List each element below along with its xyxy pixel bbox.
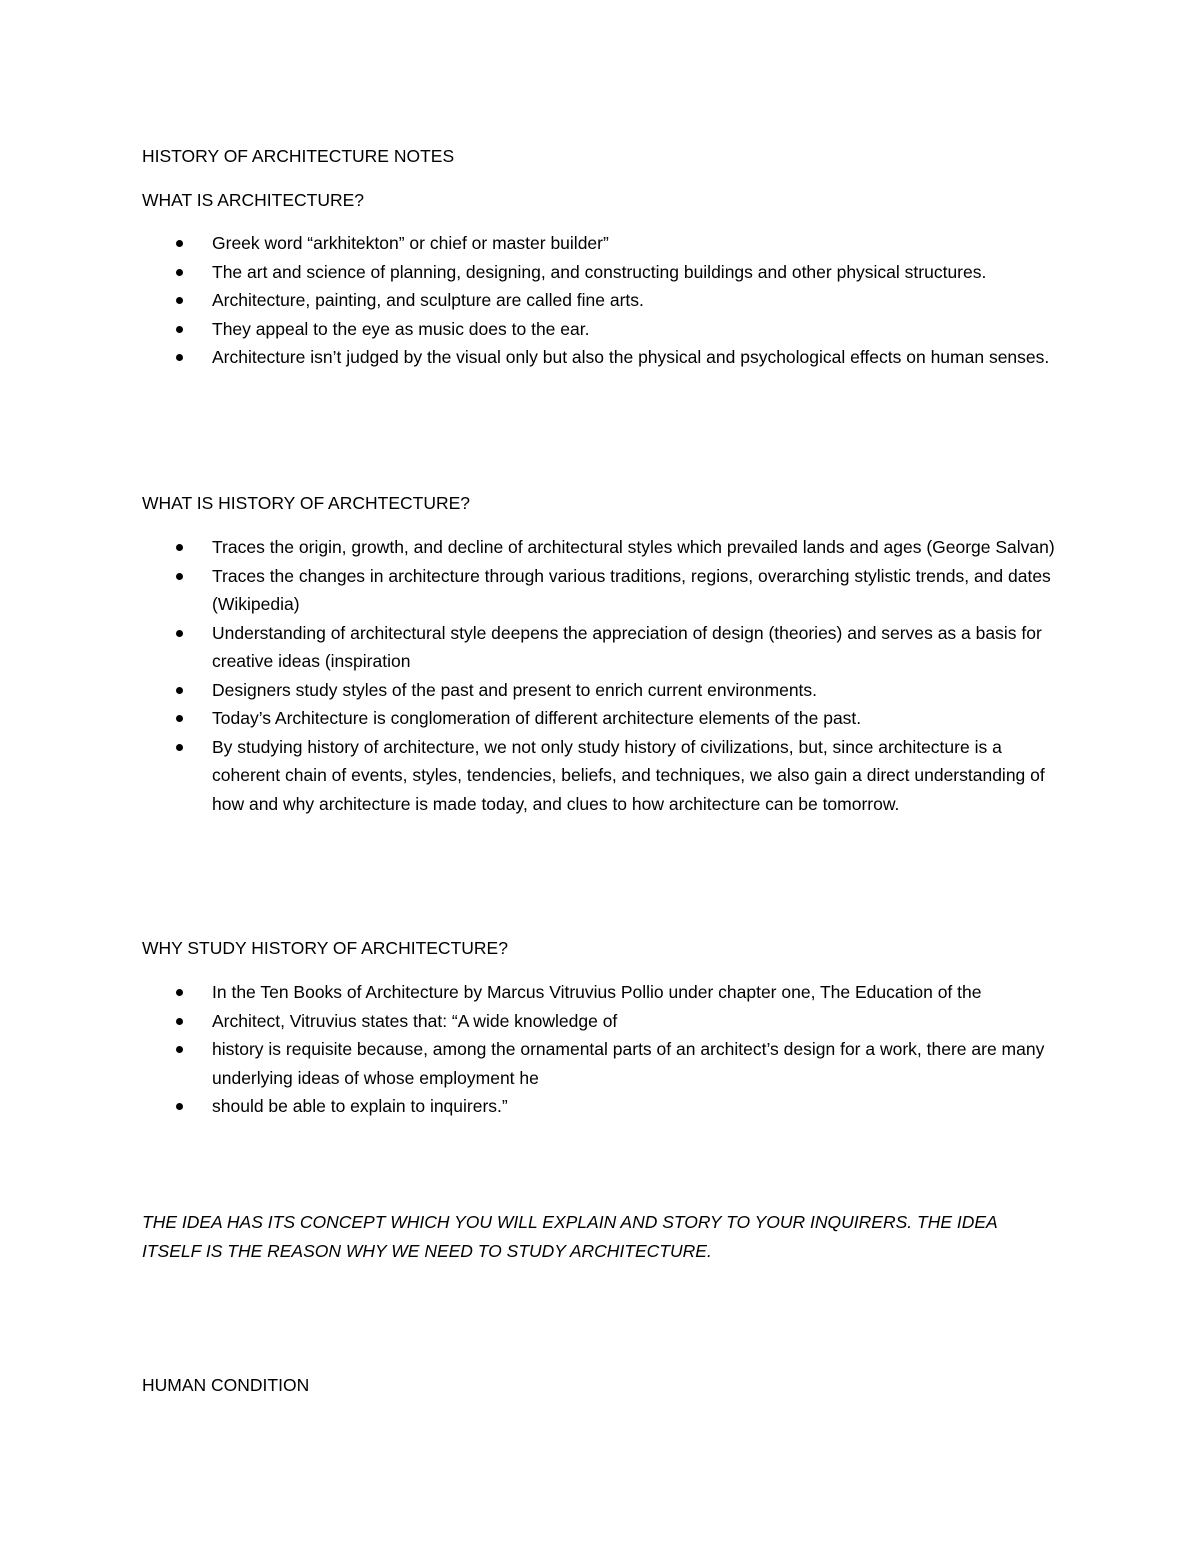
list-item: [142, 704, 1072, 733]
bullet-icon: [176, 1103, 183, 1110]
bullet-list-what-is-history: [142, 533, 1072, 818]
bullet-icon: [176, 715, 183, 722]
bullet-icon: [176, 544, 183, 551]
bullet-icon: [176, 240, 183, 247]
list-item-text: Architect, Vitruvius states that: “A wide knowledge of: [212, 1010, 618, 1031]
list-item-text: The art and science of planning, designing, and constructing buildings and other physical structures.: [212, 261, 987, 282]
bullet-icon: [176, 297, 183, 304]
bullet-icon: [176, 1046, 183, 1053]
section-heading-what-is-architecture: WHAT IS ARCHITECTURE?: [142, 190, 365, 210]
list-item: [142, 533, 1072, 562]
list-item-text: Greek word “arkhitekton” or chief or master builder”: [212, 233, 609, 253]
list-item: [142, 258, 1072, 287]
list-item: [142, 619, 1072, 676]
list-item-text: Today’s Architecture is conglomeration of different architecture elements of the past.: [212, 708, 862, 728]
bullet-icon: [176, 630, 183, 637]
list-item: [142, 978, 1072, 1007]
list-item-text: Traces the changes in architecture through various traditions, regions, overarching stylistic trends, and dates (Wikipedia): [212, 565, 1051, 614]
list-item: [142, 315, 1072, 344]
list-item-text: In the Ten Books of Architecture by Marcus Vitruvius Pollio under chapter one, The Education of the: [212, 982, 982, 1002]
bullet-list-what-is-architecture: [142, 229, 1072, 372]
list-item-text: Architecture, painting, and sculpture are called fine arts.: [212, 290, 644, 310]
list-item: [142, 1092, 1072, 1121]
list-item: [142, 286, 1072, 315]
section-heading-what-is-history: WHAT IS HISTORY OF ARCHTECTURE?: [142, 493, 471, 513]
list-item-text: Understanding of architectural style deepens the appreciation of design (theories) and serves as a basis for creative ideas (inspiration: [212, 622, 1042, 671]
bullet-list-why-study: [142, 978, 1072, 1121]
bullet-icon: [176, 326, 183, 333]
bullet-icon: [176, 354, 183, 361]
list-item: [142, 562, 1072, 619]
list-item-text: history is requisite because, among the ornamental parts of an architect’s design for a work, there are many underlying ideas of whose employment he: [212, 1039, 1045, 1088]
list-item-text: They appeal to the eye as music does to the ear.: [212, 318, 590, 339]
list-item: [142, 229, 1072, 258]
bullet-icon: [176, 744, 183, 751]
bullet-icon: [176, 269, 183, 276]
italic-note: THE IDEA HAS ITS CONCEPT WHICH YOU WILL EXPLAIN AND STORY TO YOUR INQUIRERS. THE IDEA ITSELF IS THE REASON WHY WE NEED TO STUDY ARCHITECTURE.: [142, 1212, 998, 1261]
section-heading-why-study: WHY STUDY HISTORY OF ARCHITECTURE?: [142, 938, 508, 958]
section-heading-human-condition: HUMAN CONDITION: [142, 1375, 310, 1395]
bullet-icon: [176, 573, 183, 580]
list-item-text: Designers study styles of the past and present to enrich current environments.: [212, 679, 818, 700]
list-item: [142, 1007, 1072, 1036]
list-item-text: Architecture isn’t judged by the visual only but also the physical and psychological effects on human senses.: [212, 347, 1050, 367]
list-item-text: should be able to explain to inquirers.”: [212, 1096, 508, 1116]
list-item-text: By studying history of architecture, we not only study history of civilizations, but, since architecture is a coherent chain of events, styles, tendencies, beliefs, and techniques, we also gain a direct understanding of how and why architecture is made today, and clues to how architecture can be tomorrow.: [212, 736, 1045, 814]
document-title: HISTORY OF ARCHITECTURE NOTES: [142, 146, 455, 166]
list-item: [142, 733, 1072, 819]
bullet-icon: [176, 989, 183, 996]
list-item: [142, 1035, 1072, 1092]
bullet-icon: [176, 1018, 183, 1025]
bullet-icon: [176, 687, 183, 694]
list-item: [142, 343, 1072, 372]
list-item-text: Traces the origin, growth, and decline of architectural styles which prevailed lands and ages (George Salvan): [212, 537, 1055, 557]
list-item: [142, 676, 1072, 705]
